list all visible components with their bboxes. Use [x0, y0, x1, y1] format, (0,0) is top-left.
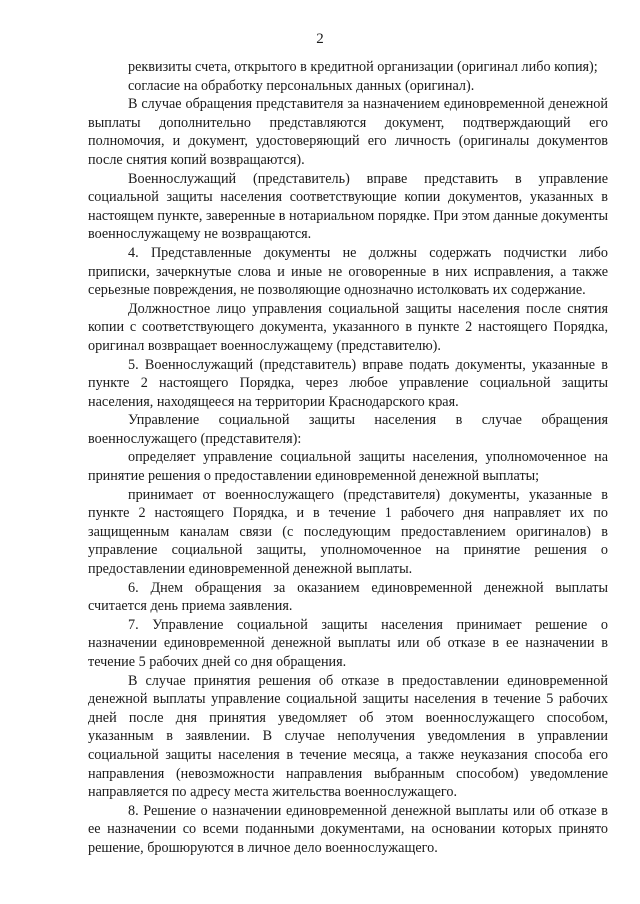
paragraph: 6. Днем обращения за оказанием единовременной денежной выплаты считается день приема заявления. — [88, 579, 608, 615]
paragraph: принимает от военнослужащего (представителя) документы, указанные в пункте 2 настоящего Порядка, и в течение 1 рабочего дня направляет их по защищенным каналам связи (с последующим предоставлением оригиналов) в управление социальной защиты, уполномоченное на принятие решения о предоставлении единовременной денежной выплаты. — [88, 486, 608, 578]
paragraph: Должностное лицо управления социальной защиты населения после снятия копии с соответствующего документа, указанного в пункте 2 настоящего Порядка, оригинал возвращает военнослужащему (представителю). — [88, 300, 608, 354]
paragraph: Управление социальной защиты населения в случае обращения военнослужащего (представителя): — [88, 412, 608, 447]
page-number: 2 — [316, 31, 324, 47]
paragraph: В случае обращения представителя за назначением единовременной денежной выплаты дополнительно представляются документ, подтверждающий его полномочия, и документ, удостоверяющий его личность (оригиналы документов после снятия копий возвращаются). — [88, 96, 608, 168]
paragraph: В случае принятия решения об отказе в предоставлении единовременной денежной выплаты управление социальной защиты населения в течение 5 рабочих дней после дня принятия уведомляет об этом военнослужащего способом, указанным в заявлении. В случае неполучения уведомления в управлении социальной защиты населения в течение месяца, а также неуказания способа его направления (невозможности направления выбранным способом) уведомление направляется по адресу места жительства военнослужащего. — [88, 672, 608, 801]
paragraph: 5. Военнослужащий (представитель) вправе подать документы, указанные в пункте 2 настоящего Порядка, через любое управление социальной защиты населения, находящееся на территории Краснодарского края. — [88, 356, 608, 410]
paragraph: 7. Управление социальной защиты населения принимает решение о назначении единовременной денежной выплаты или об отказе в ее назначении в течение 5 рабочих дней со дня обращения. — [88, 616, 608, 670]
paragraph: 4. Представленные документы не должны содержать подчистки либо приписки, зачеркнутые слова и иные не оговоренные в них исправления, а также серьезные повреждения, не позволяющие однозначно истолковать их содержание. — [88, 244, 608, 299]
paragraph: согласие на обработку персональных данных (оригинал). — [128, 77, 475, 94]
document-body — [88, 58, 608, 858]
paragraph: реквизиты счета, открытого в кредитной организации (оригинал либо копия); — [128, 59, 598, 75]
paragraph: определяет управление социальной защиты населения, уполномоченное на принятие решения о предоставлении единовременной денежной выплаты; — [88, 449, 608, 485]
paragraph: Военнослужащий (представитель) вправе представить в управление социальной защиты населения соответствующие копии документов, указанных в настоящем пункте, заверенные в нотариальном порядке. При этом данные документы военнослужащему не возвращаются. — [88, 170, 608, 243]
paragraph: 8. Решение о назначении единовременной денежной выплаты или об отказе в ее назначении со всеми поданными документами, на основании которых принято решение, брошюруются в личное дело военнослужащего. — [88, 802, 608, 856]
